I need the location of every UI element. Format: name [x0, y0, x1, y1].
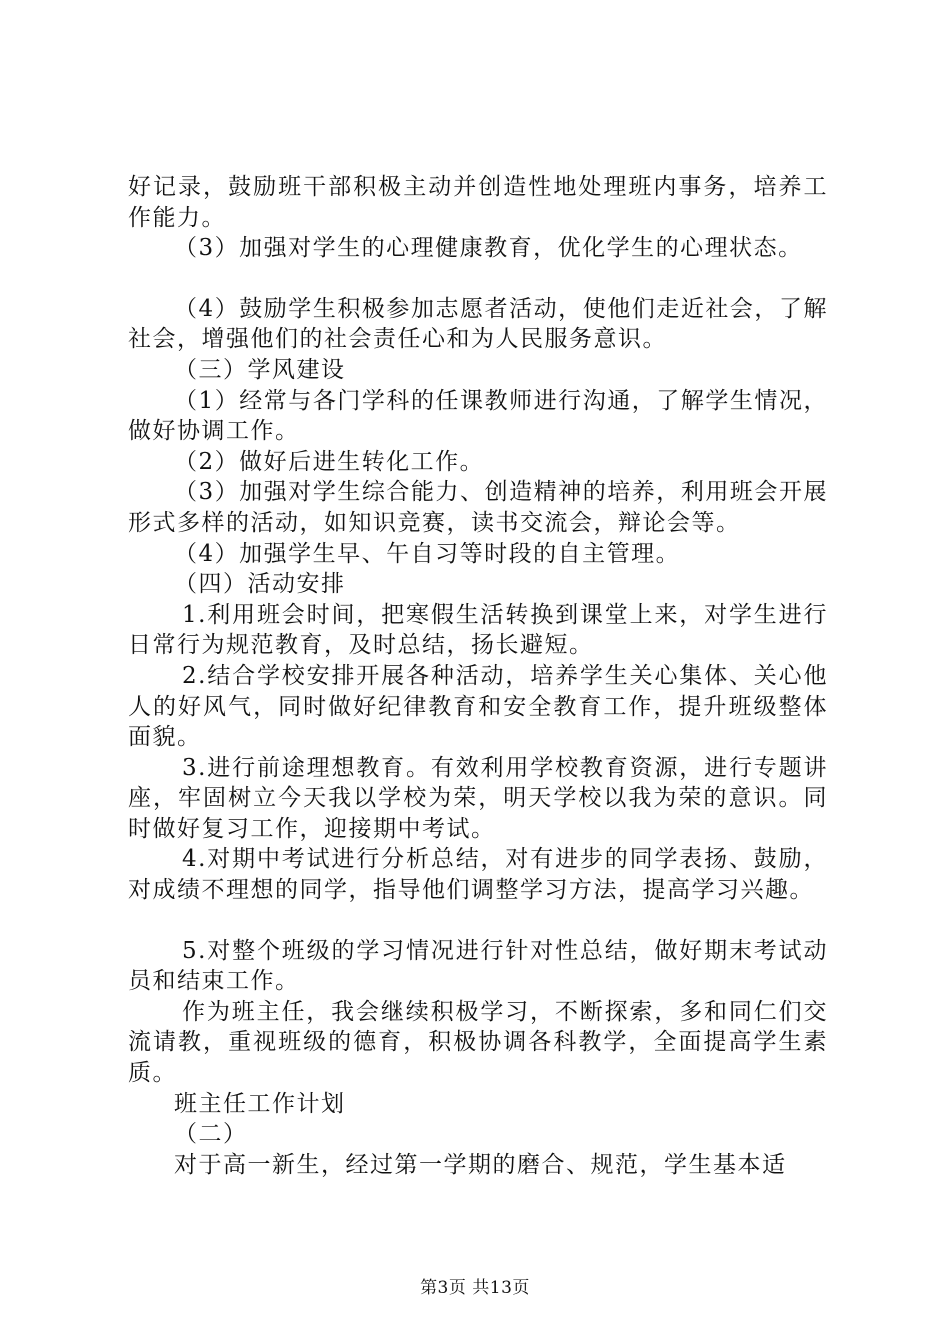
paragraph: 作为班主任，我会继续积极学习，不断探索，多和同仁们交流请教，重视班级的德育，积极协调各科教学，全面提高学生素质。 — [128, 998, 828, 1087]
paragraph: 对于高一新生，经过第一学期的磨合、规范，学生基本适 — [174, 1151, 787, 1178]
document-title: 班主任工作计划 — [174, 1090, 346, 1117]
body-text — [128, 172, 828, 1180]
paragraph-gap — [128, 906, 828, 936]
paragraph: （1）经常与各门学科的任课教师进行沟通，了解学生情况，做好协调工作。 — [128, 387, 828, 445]
paragraph: （3）加强对学生的心理健康教育，优化学生的心理状态。 — [174, 235, 803, 262]
list-item: 3.进行前途理想教育。有效利用学校教育资源，进行专题讲座，牢固树立今天我以学校为荣，明天学校以我为荣的意识。同时做好复习工作，迎接期中考试。 — [128, 754, 828, 842]
list-item: 2.结合学校安排开展各种活动，培养学生关心集体、关心他人的好风气，同时做好纪律教育和安全教育工作，提升班级整体面貌。 — [128, 662, 828, 751]
paragraph: （2）做好后进生转化工作。 — [174, 448, 485, 475]
section-heading: （二） — [174, 1121, 248, 1148]
list-item: 4.对期中考试进行分析总结，对有进步的同学表扬、鼓励，对成绩不理想的同学，指导他们调整学习方法，提高学习兴趣。 — [128, 846, 828, 904]
section-heading: （四）活动安排 — [174, 571, 346, 598]
paragraph: （4）鼓励学生积极参加志愿者活动，使他们走近社会，了解社会，增强他们的社会责任心和为人民服务意识。 — [128, 295, 828, 353]
list-item: 5.对整个班级的学习情况进行针对性总结，做好期末考试动员和结束工作。 — [128, 937, 828, 995]
paragraph: 好记录，鼓励班干部积极主动并创造性地处理班内事务，培养工作能力。 — [128, 174, 828, 231]
list-item: 1.利用班会时间，把寒假生活转换到课堂上来，对学生进行日常行为规范教育，及时总结，扬长避短。 — [128, 601, 828, 659]
paragraph-gap — [128, 264, 828, 294]
paragraph: （4）加强学生早、午自习等时段的自主管理。 — [174, 540, 681, 567]
section-heading: （三）学风建设 — [174, 356, 346, 383]
paragraph: （3）加强对学生综合能力、创造精神的培养，利用班会开展形式多样的活动，如知识竞赛，读书交流会，辩论会等。 — [128, 479, 828, 536]
page-footer: 第3页 共13页 — [420, 1278, 530, 1298]
